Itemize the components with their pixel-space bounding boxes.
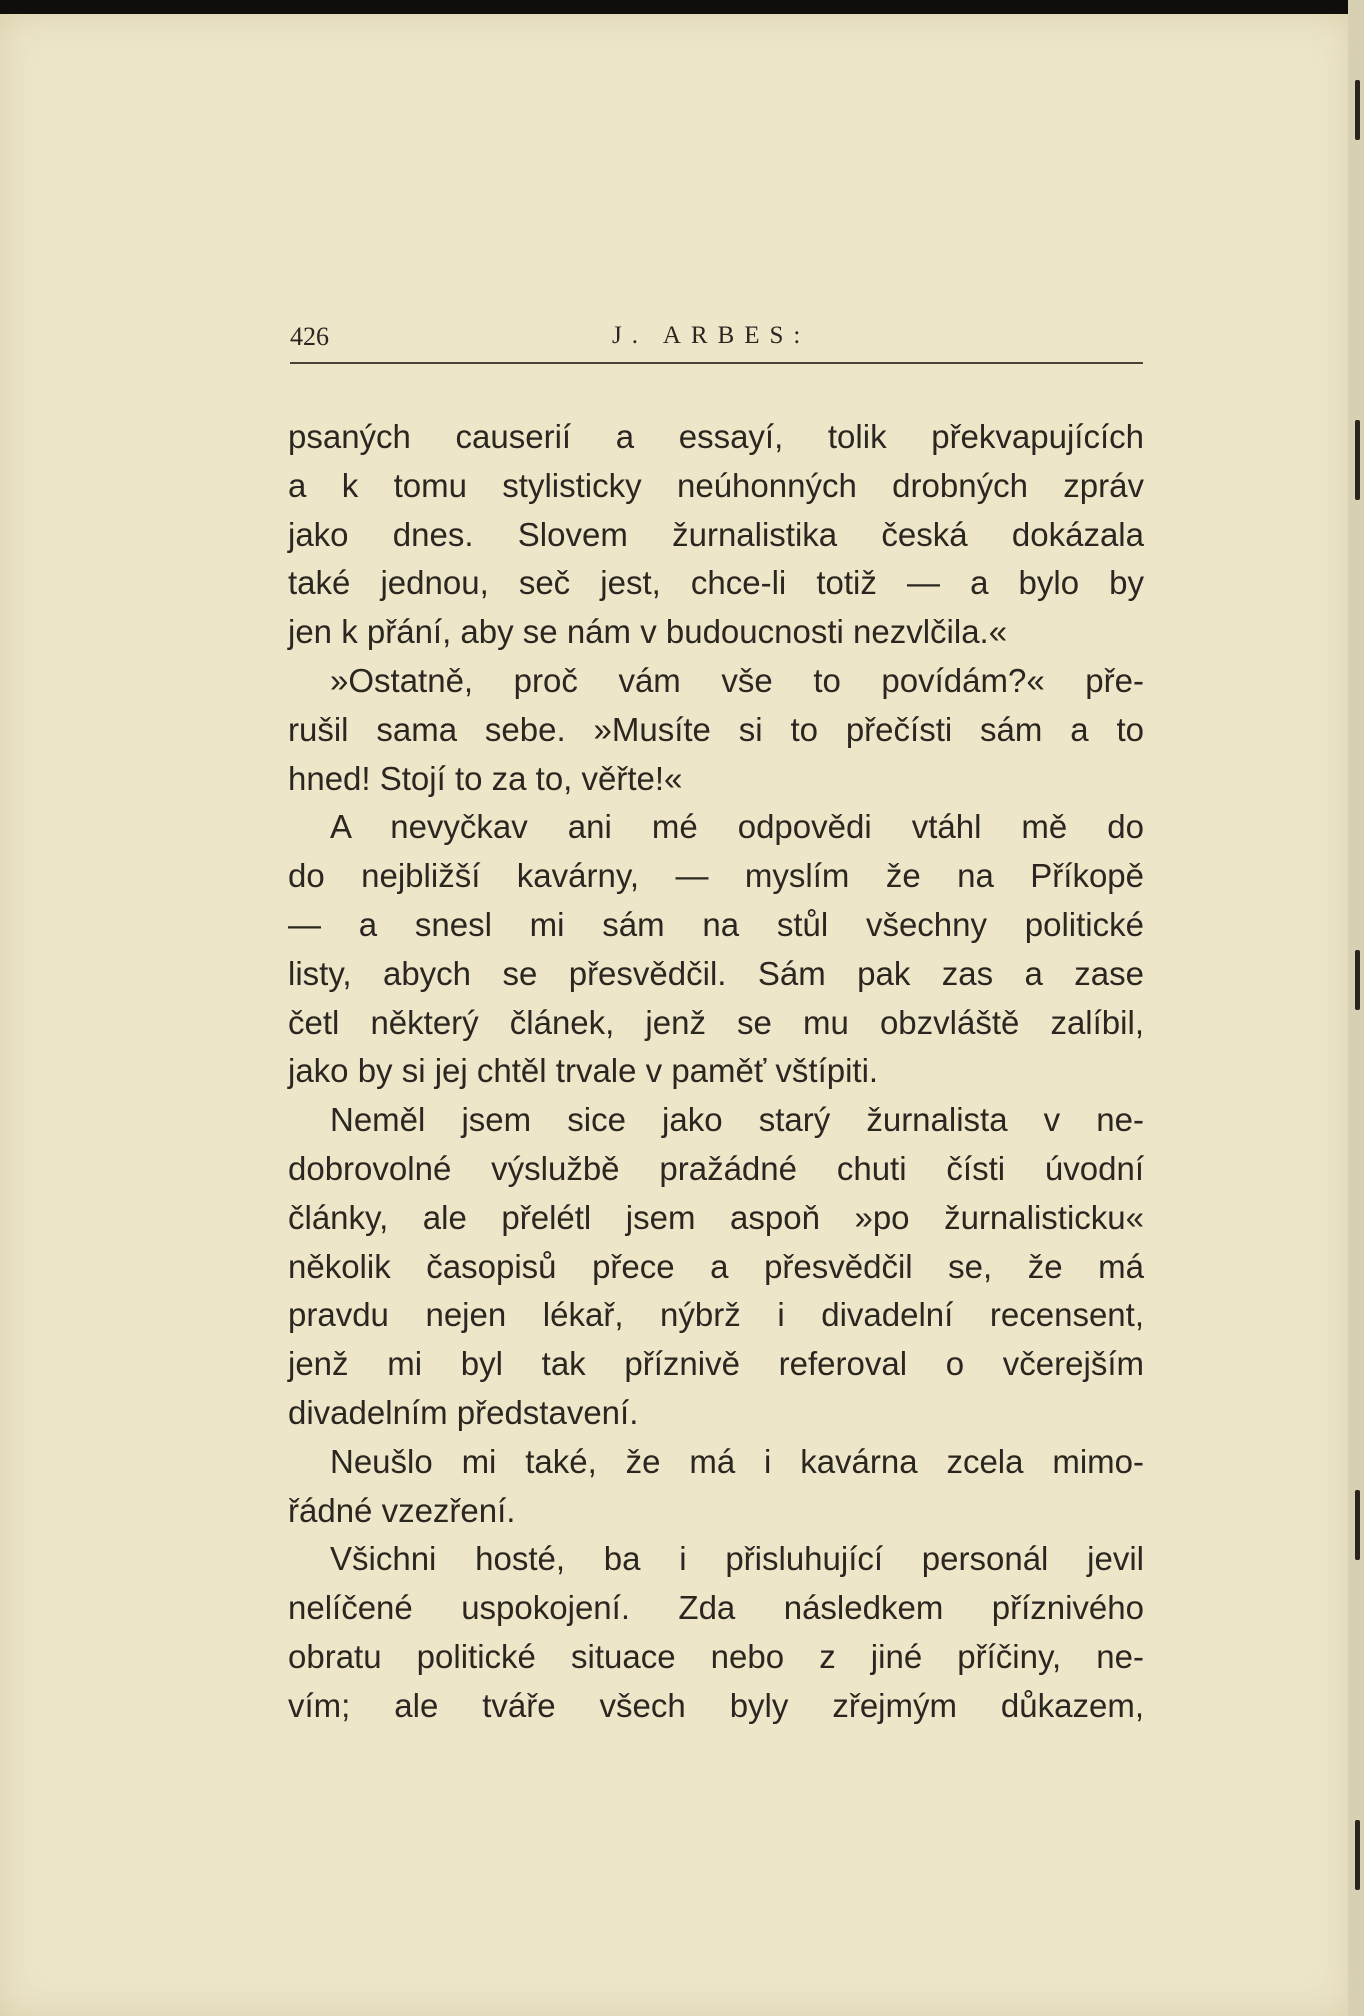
text-line: články, ale přelétl jsem aspoň »po žurnalisticku« — [288, 1198, 1144, 1236]
edge-mark — [1355, 950, 1360, 1010]
text-line: nelíčené uspokojení. Zda následkem příznivého — [288, 1589, 1144, 1627]
text-line: rušil sama sebe. »Musíte si to přečísti sám a to — [288, 710, 1144, 748]
running-head: J. ARBES: — [612, 322, 811, 349]
text-line: a k tomu stylisticky neúhonných drobných zpráv — [288, 466, 1144, 504]
text-line: několik časopisů přece a přesvědčil se, že má — [288, 1247, 1144, 1285]
text-line: řádné vzezření. — [288, 1491, 516, 1529]
text-line: obratu politické situace nebo z jiné příčiny, ne- — [288, 1637, 1144, 1675]
page-header — [290, 322, 1143, 364]
text-line: Neměl jsem sice jako starý žurnalista v ne- — [330, 1101, 1144, 1139]
text-line: dobrovolné výslužbě pražádné chuti čísti úvodní — [288, 1149, 1144, 1187]
text-line: divadelním představení. — [288, 1393, 639, 1431]
text-line: jen k přání, aby se nám v budoucnosti nezvlčila.« — [288, 613, 1008, 651]
text-line: hned! Stojí to za to, věřte!« — [288, 759, 683, 797]
text-line: jako by si jej chtěl trvale v paměť vštípiti. — [288, 1052, 879, 1090]
book-page — [0, 14, 1352, 2016]
header-rule — [290, 362, 1143, 364]
text-line: četl některý článek, jenž se mu obzvláště zalíbil, — [288, 1003, 1144, 1041]
text-line: pravdu nejen lékař, nýbrž i divadelní recensent, — [288, 1296, 1144, 1334]
text-line: listy, abych se přesvědčil. Sám pak zas a zase — [288, 954, 1144, 992]
text-line: jako dnes. Slovem žurnalistika česká dokázala — [288, 515, 1144, 553]
text-line: »Ostatně, proč vám vše to povídám?« pře- — [330, 661, 1144, 699]
scan-top-edge — [0, 0, 1364, 14]
edge-mark — [1355, 1490, 1360, 1560]
body-text — [288, 413, 1144, 1731]
page-number: 426 — [290, 322, 329, 351]
text-line: do nejbližší kavárny, — myslím že na Příkopě — [288, 857, 1144, 895]
text-line: jenž mi byl tak příznivě referoval o včerejším — [288, 1345, 1144, 1383]
edge-mark — [1355, 80, 1360, 140]
text-line: psaných causerií a essayí, tolik překvapujících — [288, 418, 1144, 455]
text-line: — a snesl mi sám na stůl všechny politické — [288, 905, 1144, 943]
text-line: vím; ale tváře všech byly zřejmým důkazem, — [288, 1686, 1144, 1724]
page-edge — [1348, 0, 1364, 2016]
text-line: Všichni hosté, ba i přisluhující personál jevil — [330, 1540, 1144, 1578]
text-line: A nevyčkav ani mé odpovědi vtáhl mě do — [330, 808, 1144, 846]
edge-mark — [1355, 1820, 1360, 1890]
edge-mark — [1355, 420, 1360, 500]
text-line: také jednou, seč jest, chce-li totiž — a bylo by — [288, 564, 1144, 602]
text-line: Neušlo mi také, že má i kavárna zcela mimo- — [330, 1442, 1144, 1480]
